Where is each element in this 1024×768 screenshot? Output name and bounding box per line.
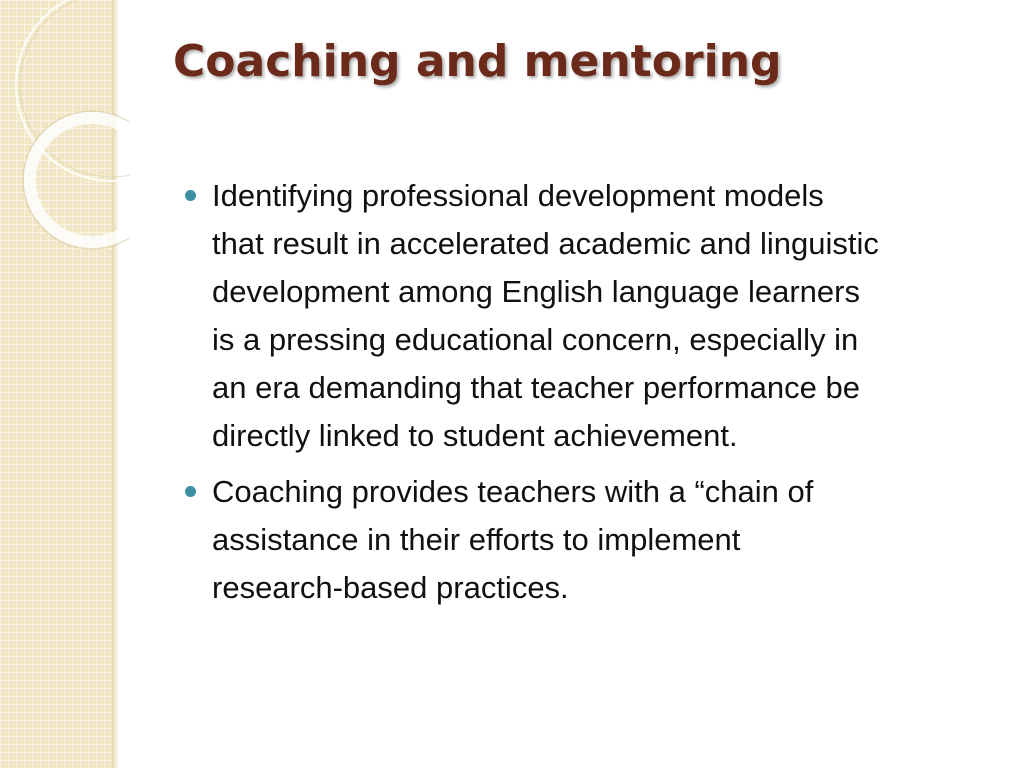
bullet-item <box>184 172 999 460</box>
ring-decoration-icon <box>0 0 130 260</box>
bullet-text-line: development among English language learners <box>212 274 860 309</box>
bullet-text-line: assistance in their efforts to implement <box>212 522 741 557</box>
bullet-text-line: an era demanding that teacher performance be <box>212 370 860 405</box>
bullet-text-line: Coaching provides teachers with a “chain of <box>212 474 814 509</box>
bullet-item <box>184 468 999 612</box>
bullet-list <box>184 172 999 620</box>
bullet-text-line: is a pressing educational concern, especially in <box>212 322 859 357</box>
bullet-text-line: directly linked to student achievement. <box>212 418 738 453</box>
bullet-dot-icon <box>185 486 196 497</box>
bullet-text-line: Identifying professional development models <box>212 178 824 213</box>
bullet-text-line: research-based practices. <box>212 570 569 605</box>
bullet-text-line: that result in accelerated academic and linguistic <box>212 226 879 261</box>
slide-title: Coaching and mentoring <box>173 36 782 87</box>
bullet-dot-icon <box>185 190 196 201</box>
